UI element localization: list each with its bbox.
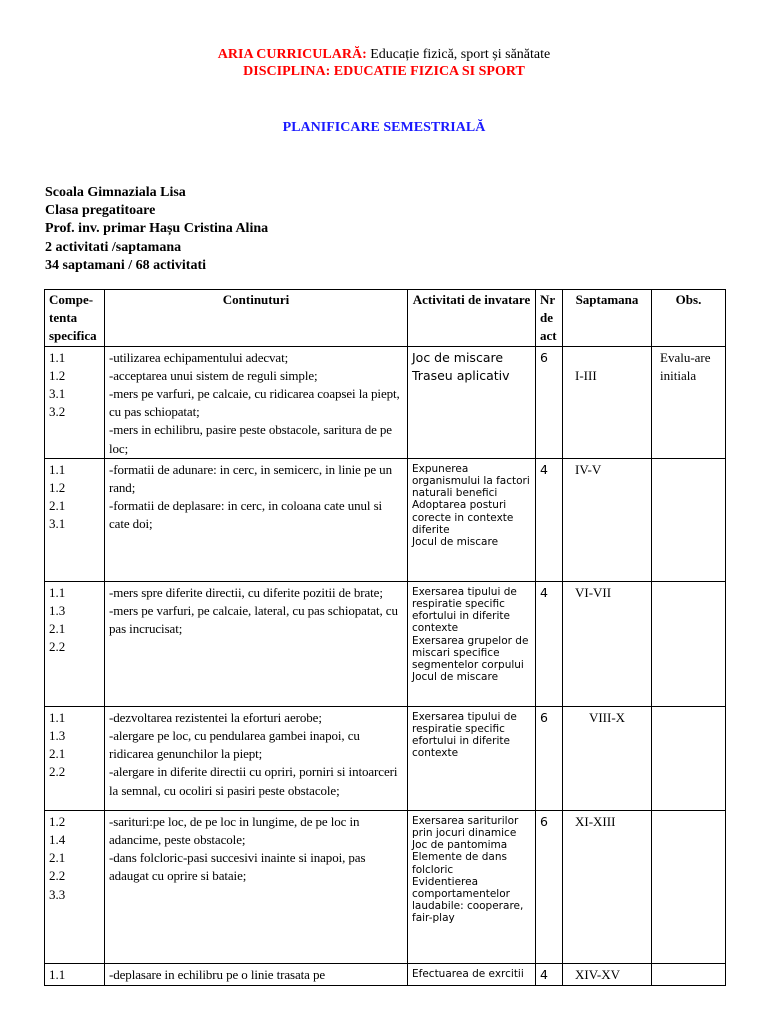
competenta-item: 2.1 (49, 746, 66, 762)
competente-cell (45, 706, 105, 810)
header-saptamana: Saptamana (563, 290, 652, 347)
obs-cell (652, 810, 726, 963)
competenta-item: 3.1 (49, 516, 66, 532)
continut-item: -deplasare in echilibru pe o linie trasata pe (109, 966, 326, 982)
nr-act-cell: 6 (536, 346, 563, 458)
competente-cell (45, 346, 105, 458)
obs-cell (652, 458, 726, 581)
table-row (45, 346, 726, 458)
nr-act-cell: 4 (536, 963, 563, 985)
header-continuturi: Continuturi (105, 290, 408, 347)
continut-item: -formatii de adunare: in cerc, in semicerc, in linie pe un rand; (109, 461, 392, 496)
saptamana-cell: VIII-X (563, 706, 652, 810)
saptamana-cell: IV-V (563, 458, 652, 581)
table-row (45, 458, 726, 581)
obs-cell (652, 963, 726, 985)
continuturi-cell (105, 963, 408, 985)
saptamana-cell: XI-XIII (563, 810, 652, 963)
competenta-item: 2.2 (49, 868, 66, 884)
competenta-item: 1.2 (49, 813, 66, 829)
activities-per-week: 2 activitati /saptamana (45, 239, 182, 255)
continuturi-cell (105, 810, 408, 963)
continuturi-cell (105, 706, 408, 810)
activitate-item: Evidentierea comportamentelor laudabile: cooperare, fair-play (412, 875, 524, 925)
activitate-item: Exersarea sariturilor prin jocuri dinamice (412, 814, 519, 840)
competenta-item: 2.1 (49, 621, 66, 637)
continut-item: -alergare pe loc, cu pendularea gambei inapoi, cu ridicarea genunchilor la piept; (109, 728, 360, 762)
nr-act-cell: 4 (536, 581, 563, 706)
continuturi-cell (105, 458, 408, 581)
competente-cell (45, 581, 105, 706)
continut-item: -mers spre diferite directii, cu diferite pozitii de brate; (109, 584, 383, 600)
competenta-item: 1.1 (49, 966, 66, 982)
competenta-item: 1.1 (49, 709, 66, 725)
table-row (45, 581, 726, 706)
continut-item: -dans folcloric-pasi succesivi inainte si inapoi, pas adaugat cu oprire si bataie; (109, 850, 366, 884)
saptamana-cell: I-III (563, 346, 652, 458)
obs-cell (652, 706, 726, 810)
competenta-item: 1.3 (49, 603, 66, 619)
continut-item: -formatii de deplasare: in cerc, in coloana cate unul si cate doi; (109, 498, 383, 532)
competente-cell (45, 963, 105, 985)
header-obs: Obs. (652, 290, 726, 347)
competenta-item: 1.1 (49, 349, 66, 365)
competenta-item: 3.1 (49, 386, 66, 402)
activitate-item: Exersarea tipului de respiratie specific efortului in diferite contexte (412, 710, 517, 760)
school-name: Scoala Gimnaziala Lisa (45, 185, 186, 200)
saptamana-cell: VI-VII (563, 581, 652, 706)
competenta-item: 2.1 (49, 850, 66, 866)
curricular-area-line (0, 47, 768, 63)
activitate-item: Exersarea grupelor de miscari specifice segmentelor corpului (412, 634, 529, 672)
obs-cell: Evalu-are initiala (652, 346, 726, 458)
curricular-area-label: ARIA CURRICULARĂ: (217, 47, 367, 62)
continuturi-cell (105, 346, 408, 458)
activitati-cell (408, 706, 536, 810)
saptamana-cell: XIV-XV (563, 963, 652, 985)
school-info (45, 184, 268, 275)
activitate-item: Efectuarea de exrcitii (412, 967, 524, 980)
header-competente: Compe-tenta specifica (45, 290, 105, 347)
discipline-line: DISCIPLINA: EDUCATIE FIZICA SI SPORT (243, 64, 525, 79)
competenta-item: 2.2 (49, 639, 66, 655)
competenta-item: 3.2 (49, 404, 66, 420)
class-name: Clasa pregatitoare (45, 203, 156, 219)
activitate-item: Elemente de dans folcloric (412, 851, 507, 876)
table-row (45, 810, 726, 963)
activitate-item: Jocul de miscare (412, 671, 499, 684)
total-weeks-activities: 34 saptamani / 68 activitati (45, 257, 206, 273)
nr-act-cell: 6 (536, 810, 563, 963)
nr-act-cell: 4 (536, 458, 563, 581)
continut-item: -utilizarea echipamentului adecvat; (109, 349, 289, 365)
activitate-item: Exersarea tipului de respiratie specific efortului in diferite contexte (412, 585, 517, 635)
activitate-item: Jocul de miscare (412, 536, 499, 549)
activitati-cell (408, 963, 536, 985)
competenta-item: 1.4 (49, 832, 66, 848)
competenta-item: 1.2 (49, 367, 66, 383)
teacher-name: Prof. inv. primar Hașu Cristina Alina (45, 221, 269, 237)
curricular-area-value: Educație fizică, sport și sănătate (366, 47, 551, 62)
continut-item: -dezvoltarea rezistentei la eforturi aerobe; (109, 709, 322, 725)
activitate-item: Joc de miscare (412, 349, 504, 365)
continut-item: -acceptarea unui sistem de reguli simple; (109, 367, 318, 383)
header-nr-act: Nr de act (536, 290, 563, 347)
competenta-item: 2.2 (49, 764, 66, 780)
competenta-item: 3.3 (49, 886, 66, 902)
activitati-cell (408, 581, 536, 706)
obs-cell (652, 581, 726, 706)
table-row (45, 963, 726, 985)
competenta-item: 1.3 (49, 728, 66, 744)
activitate-item: Traseu aplicativ (412, 367, 510, 383)
competenta-item: 1.2 (49, 480, 66, 496)
competente-cell (45, 458, 105, 581)
activitate-item: Adoptarea posturi corecte in contexte diferite (412, 499, 514, 536)
activitate-item: Joc de pantomima (412, 839, 508, 852)
continut-item: -mers pe varfuri, pe calcaie, lateral, cu pas schiopatat, cu pas incrucisat; (109, 603, 398, 637)
activitati-cell (408, 346, 536, 458)
continut-item: -mers in echilibru, pasire peste obstacole, saritura de pe loc; (109, 422, 392, 456)
table-row (45, 706, 726, 810)
activitati-cell (408, 458, 536, 581)
activitati-cell (408, 810, 536, 963)
header-activitati: Activitati de invatare (408, 290, 536, 347)
competenta-item: 1.1 (49, 584, 66, 600)
continuturi-cell (105, 581, 408, 706)
document-title: PLANIFICARE SEMESTRIALĂ (282, 120, 486, 135)
continut-item: -alergare in diferite directii cu opriri, porniri si intoarceri la semnal, cu ocoliri si pasiri peste obstacole; (109, 764, 398, 798)
competente-cell (45, 810, 105, 963)
competenta-item: 2.1 (49, 498, 66, 514)
continut-item: -mers pe varfuri, pe calcaie, cu ridicarea coapsei la piept, cu pas schiopatat; (109, 386, 400, 420)
nr-act-cell: 6 (536, 706, 563, 810)
competenta-item: 1.1 (49, 461, 66, 477)
activitate-item: Expunerea organismului la factori naturali benefici (412, 462, 530, 500)
continut-item: -sarituri:pe loc, de pe loc in lungime, de pe loc in adancime, peste obstacole; (109, 813, 360, 848)
planning-table (44, 289, 726, 986)
